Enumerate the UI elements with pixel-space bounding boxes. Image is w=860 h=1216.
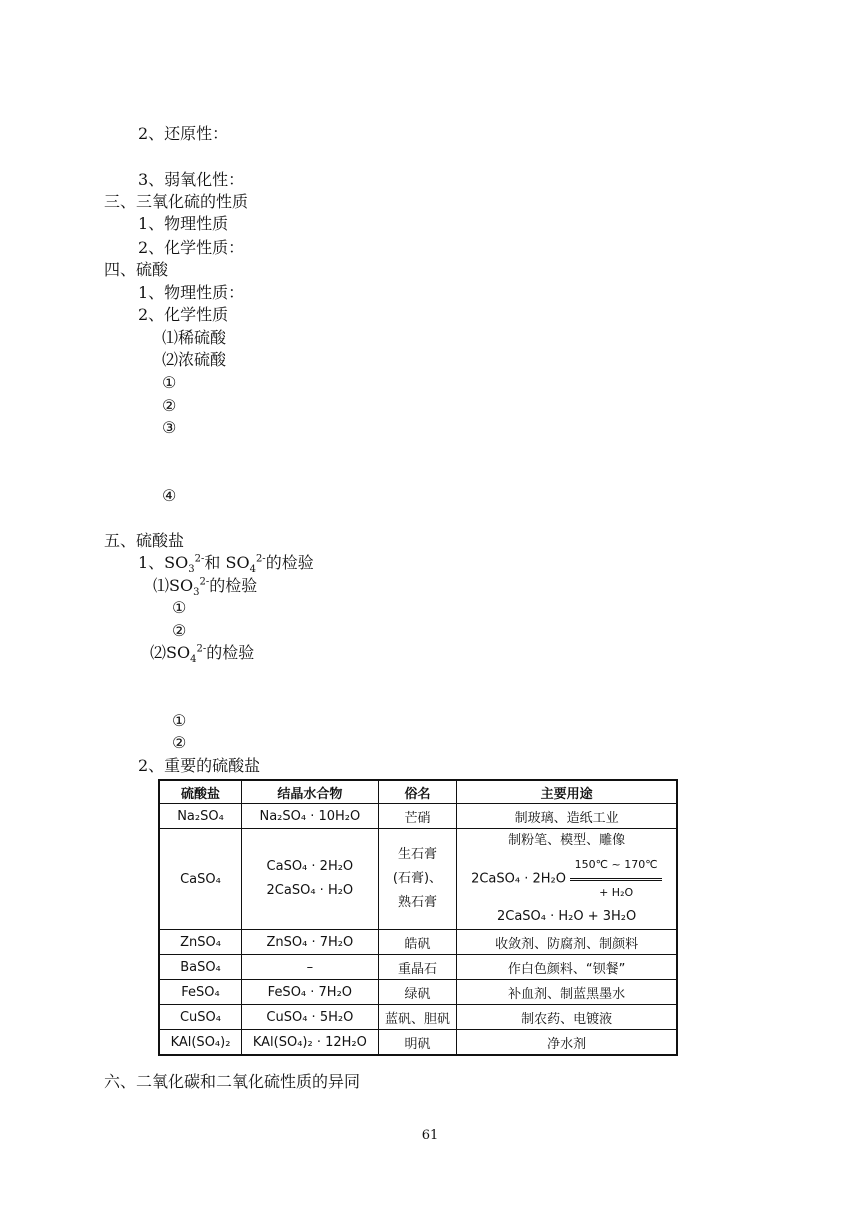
section-heading-sulfuric-acid: 四、硫酸 [104, 260, 169, 279]
table-row [159, 930, 677, 955]
table-cell: 制粉笔、模型、雕像 2CaSO₄ · 2H₂O $\frac{150℃ \sim 170℃}{\text{+ H₂O}}$ 2CaSO₄ · H₂O + 3H₂O [457, 829, 677, 930]
table-cell: 收敛剂、防腐剂、制颜料 [457, 930, 677, 955]
reducibility-item: 2、还原性： [138, 124, 229, 143]
list-marker: ① [172, 598, 187, 617]
table-cell: 净水剂 [457, 1030, 677, 1056]
table-cell: CuSO₄ [159, 1005, 241, 1030]
list-marker: ② [172, 733, 187, 752]
table-cell: ZnSO₄ · 7H₂O [241, 930, 378, 955]
important-sulfates-heading: 2、重要的硫酸盐 [138, 756, 261, 775]
section-heading-sulfates: 五、硫酸盐 [104, 531, 185, 550]
sulfite-test-item: $⑴SO_3^{2-}$的检验 [153, 576, 258, 599]
table-cell: CaSO₄ · 2H₂O 2CaSO₄ · H₂O [241, 829, 378, 930]
table-cell: BaSO₄ [159, 955, 241, 980]
table-cell: KAl(SO₄)₂ [159, 1030, 241, 1056]
dehydration-equation: 2CaSO₄ · 2H₂O $\frac{150℃ \sim 170℃}{\text{+ H₂O}}$ [459, 853, 674, 905]
table-header: 主要用途 [457, 780, 677, 804]
acid-physical-item: 1、物理性质： [138, 283, 245, 302]
weak-oxidizing-item: 3、弱氧化性： [138, 170, 245, 189]
sulfates-table [158, 779, 678, 1056]
table-header-row [159, 780, 677, 804]
table-cell: Na₂SO₄ · 10H₂O [241, 804, 378, 829]
table-row [159, 804, 677, 829]
table-row [159, 1005, 677, 1030]
table-header: 俗名 [378, 780, 456, 804]
table-row [159, 829, 677, 930]
section-heading-co2-so2: 六、二氧化碳和二氧化硫性质的异同 [104, 1072, 361, 1091]
table-row [159, 955, 677, 980]
concentrated-acid-item: ⑵浓硫酸 [162, 350, 227, 369]
so3-chemical-item: 2、化学性质： [138, 238, 245, 257]
table-cell: 生石膏 (石膏)、 熟石膏 [378, 829, 456, 930]
table-cell: 绿矾 [378, 980, 456, 1005]
table-cell: 作白色颜料、“钡餐” [457, 955, 677, 980]
acid-chemical-item: 2、化学性质 [138, 305, 229, 324]
list-marker: ② [162, 396, 177, 415]
table-cell: FeSO₄ · 7H₂O [241, 980, 378, 1005]
table-cell: Na₂SO₄ [159, 804, 241, 829]
table-cell: CuSO₄ · 5H₂O [241, 1005, 378, 1030]
list-marker: ② [172, 621, 187, 640]
table-header: 结晶水合物 [241, 780, 378, 804]
table-row [159, 980, 677, 1005]
table-cell: 皓矾 [378, 930, 456, 955]
table-cell: KAl(SO₄)₂ · 12H₂O [241, 1030, 378, 1056]
table-cell: FeSO₄ [159, 980, 241, 1005]
list-marker: ④ [162, 486, 177, 505]
table-cell: ZnSO₄ [159, 930, 241, 955]
table-header: 硫酸盐 [159, 780, 241, 804]
list-marker: ① [162, 373, 177, 392]
dilute-acid-item: ⑴稀硫酸 [162, 328, 227, 347]
list-marker: ① [172, 711, 187, 730]
list-marker: ③ [162, 418, 177, 437]
section-heading-so3: 三、三氧化硫的性质 [104, 192, 249, 211]
table-cell: 补血剂、制蓝黑墨水 [457, 980, 677, 1005]
table-cell: 制农药、电镀液 [457, 1005, 677, 1030]
table-row [159, 1030, 677, 1056]
table-cell: 蓝矾、胆矾 [378, 1005, 456, 1030]
table-cell: 明矾 [378, 1030, 456, 1056]
so3-physical-item: 1、物理性质 [138, 214, 229, 233]
table-cell: 制玻璃、造纸工业 [457, 804, 677, 829]
table-cell: 芒硝 [378, 804, 456, 829]
table-cell: 重晶石 [378, 955, 456, 980]
table-cell: – [241, 955, 378, 980]
page-number: 61 [421, 1128, 439, 1143]
sulfate-test-item: $⑵SO_4^{2-}$的检验 [150, 643, 255, 666]
ion-test-heading: 1、$SO_3^{2-}$和 $SO_4^{2-}$的检验 [138, 553, 314, 576]
table-cell: CaSO₄ [159, 829, 241, 930]
